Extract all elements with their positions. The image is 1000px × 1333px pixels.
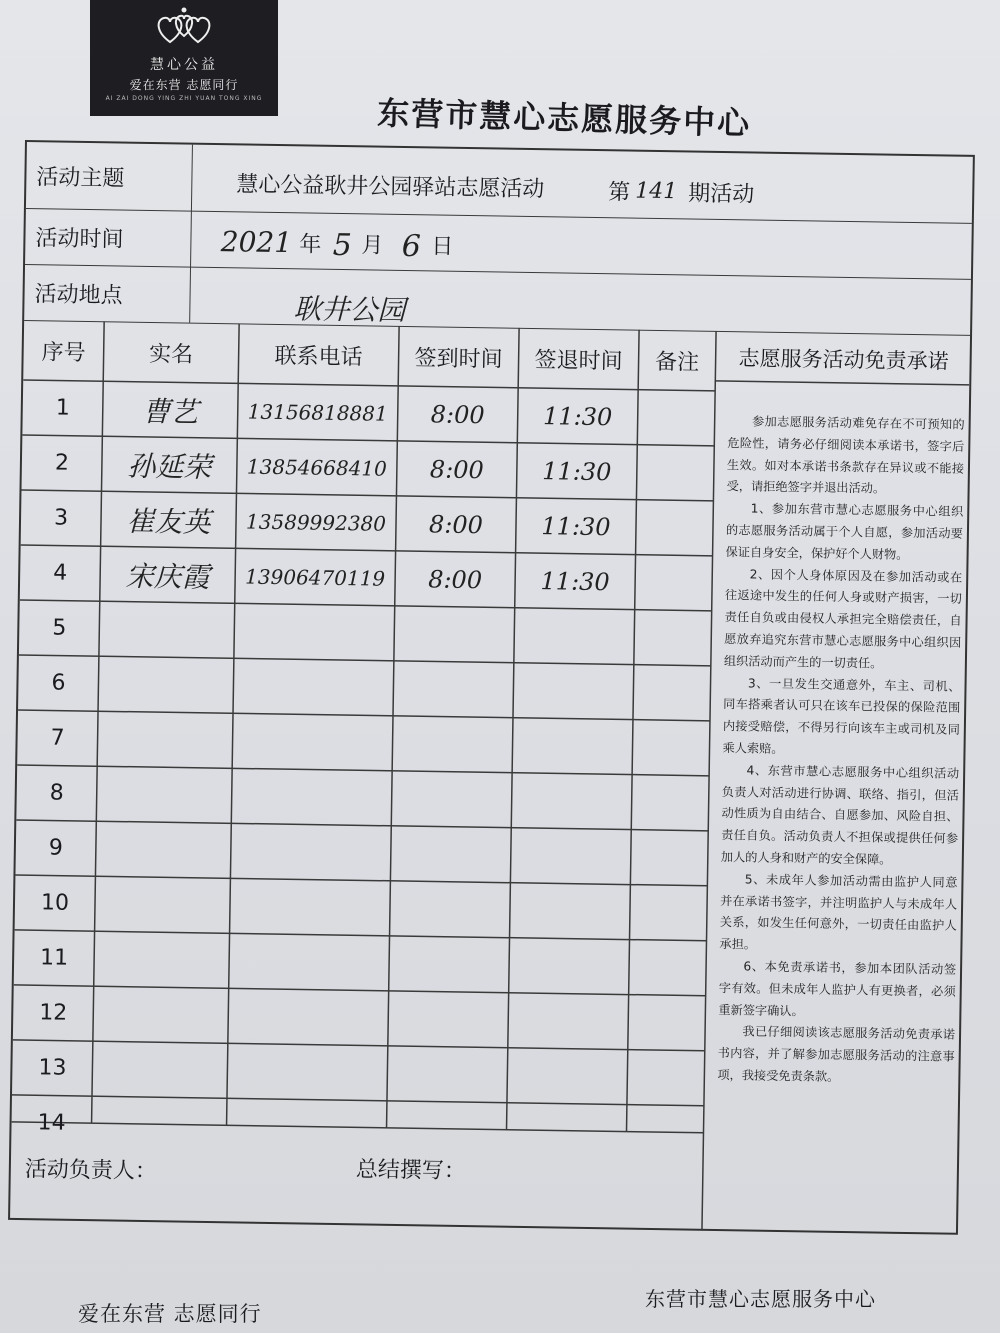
- time-month: 5: [332, 227, 353, 263]
- table-cell: [227, 1043, 388, 1101]
- theme-value: 慧心公益耿井公园驿站志愿活动: [236, 171, 545, 202]
- row-number: 9: [48, 835, 64, 861]
- table-cell: 13906470119: [244, 564, 386, 591]
- table-cell: [95, 821, 231, 878]
- row-number: 13: [38, 1055, 67, 1081]
- table-cell: [231, 768, 392, 826]
- table-cell: [509, 938, 630, 995]
- table-cell: [387, 1046, 508, 1103]
- time-day: 6: [401, 228, 422, 264]
- row-number: 6: [51, 670, 66, 696]
- logo-brand: 慧心公益: [150, 57, 218, 73]
- period-prefix: 第: [608, 179, 631, 206]
- logo-pinyin: AI ZAI DONG YING ZHI YUAN TONG XING: [105, 95, 263, 102]
- waiver-title: 志愿服务活动免责承诺: [738, 346, 949, 374]
- row-number: 11: [39, 945, 69, 971]
- waiver-paragraph: 3、一旦发生交通意外，车主、司机、同车搭乘者认可只在该车已投保的保险范围内接受赔偿，不得另行向该车主或司机及同乘人索赔。: [722, 675, 961, 756]
- table-cell: [96, 766, 232, 823]
- row-number: 8: [49, 780, 64, 806]
- row-number: 12: [39, 1000, 68, 1026]
- time-month-unit: 月: [361, 232, 384, 259]
- row-number: 3: [53, 505, 69, 531]
- table-cell: [514, 608, 635, 665]
- waiver-paragraph: 1、参加东营市慧心志愿服务中心组织的志愿服务活动属于个人自愿，参加活动要保证自身安全，保护好个人财物。: [725, 501, 964, 562]
- table-cell: 11:30: [541, 511, 611, 541]
- signup-sheet: [8, 140, 975, 1235]
- table-cell: 孙延荣: [127, 449, 212, 484]
- period-number: 141: [635, 178, 678, 204]
- table-cell: [99, 601, 235, 658]
- table-cell: [94, 931, 230, 988]
- time-year: 2021: [220, 224, 293, 259]
- row-number: 2: [54, 450, 70, 476]
- summary-label: 总结撰写：: [355, 1156, 467, 1184]
- table-cell: 11:30: [542, 401, 613, 431]
- table-cell: [388, 991, 509, 1048]
- page-title: 东营市慧心志愿服务中心: [376, 93, 752, 143]
- table-cell: [95, 876, 231, 933]
- waiver-paragraph: 2、因个人身体原因及在参加活动或在往返途中发生的任何人身或财产损害，一切责任自负或由侵权人承担完全赔偿责任，自愿放弃追究东营市慧心志愿服务中心组织因组织活动而产生的一切责任。: [723, 567, 963, 671]
- place-label: 活动地点: [34, 281, 123, 309]
- table-cell: [391, 771, 512, 828]
- footer-slogan: 爱在东营 志愿同行: [78, 1302, 262, 1326]
- column-header: 联系电话: [274, 343, 363, 370]
- table-cell: [390, 826, 511, 883]
- row-number: 1: [55, 395, 70, 421]
- waiver-paragraph: 5、未成年人参加活动需由监护人同意并在承诺书签字，并注明监护人与未成年人关系，如发生任何意外，一切责任由监护人承担。: [719, 872, 958, 952]
- leader-label: 活动负责人：: [24, 1156, 158, 1184]
- table-cell: [98, 656, 234, 713]
- row-number: 7: [50, 725, 65, 751]
- table-cell: [510, 828, 631, 885]
- table-cell: [512, 718, 633, 775]
- theme-label: 活动主题: [36, 164, 125, 192]
- table-cell: [392, 716, 513, 773]
- row-number: 4: [53, 560, 68, 586]
- table-cell: 13156818881: [247, 399, 388, 426]
- column-header: 实名: [148, 341, 194, 368]
- column-header: 备注: [654, 349, 700, 376]
- table-cell: [508, 993, 629, 1050]
- table-cell: 崔友英: [126, 504, 211, 539]
- table-cell: [513, 663, 634, 720]
- row-number: 14: [37, 1110, 66, 1136]
- table-cell: [394, 606, 515, 663]
- time-day-unit: 日: [431, 233, 454, 260]
- time-label: 活动时间: [35, 225, 124, 253]
- row-number: 10: [40, 890, 70, 916]
- footer-org: 东营市慧心志愿服务中心: [645, 1287, 876, 1311]
- table-cell: [507, 1048, 628, 1105]
- column-header: 签退时间: [534, 347, 623, 374]
- table-cell: 13854668410: [246, 454, 388, 481]
- waiver-paragraph: 4、东营市慧心志愿服务中心组织活动负责人对活动进行协调、联络、指引，但活动性质为自由结合、自愿参加、风险自担、责任自负。活动负责人不担保或提供任何参加人的人身和财产的安全保障。: [720, 763, 960, 867]
- logo: [90, 0, 278, 116]
- table-cell: [506, 1103, 627, 1160]
- table-cell: [97, 711, 233, 768]
- waiver-paragraph: 6、本免责承诺书，参加本团队活动签字有效。但未成年人监护人有更换者，必须重新签字确认。: [718, 959, 957, 1018]
- table-cell: [92, 1041, 228, 1098]
- logo-slogan: 爱在东营 志愿同行: [129, 78, 239, 92]
- waiver-paragraph: 参加志愿服务活动难免存在不可预知的危险性，请务必仔细阅读本承诺书，签字后生效。如对本承诺书条款存在异议或不能接受，请拒绝签字并退出活动。: [726, 414, 965, 496]
- table-cell: 曹艺: [141, 394, 199, 429]
- table-cell: [389, 936, 510, 993]
- time-year-unit: 年: [299, 231, 322, 258]
- table-cell: [390, 881, 511, 938]
- column-header: 序号: [41, 339, 86, 366]
- table-cell: 13589992380: [245, 509, 387, 536]
- waiver-text: [717, 411, 965, 1090]
- hearts-logo-icon: [152, 6, 216, 52]
- table-cell: [229, 933, 390, 991]
- table-cell: 8:00: [428, 509, 484, 539]
- table-cell: 11:30: [540, 566, 610, 596]
- table-cell: [230, 823, 391, 881]
- table-cell: [234, 603, 395, 661]
- row-number: 5: [52, 615, 67, 641]
- table-cell: [511, 773, 632, 830]
- table-cell: [93, 986, 229, 1043]
- table-cell: 宋庆霞: [125, 559, 210, 594]
- table-cell: 11:30: [542, 456, 612, 486]
- table-cell: 8:00: [427, 564, 483, 594]
- table-cell: [228, 988, 389, 1046]
- period-suffix: 期活动: [688, 180, 755, 207]
- table-cell: 8:00: [429, 454, 485, 484]
- table-cell: [232, 713, 393, 771]
- table-cell: 8:00: [430, 399, 485, 429]
- place-value: 耿井公园: [293, 292, 406, 327]
- table-cell: [393, 661, 514, 718]
- table-cell: [233, 658, 394, 716]
- column-header: 签到时间: [414, 345, 503, 373]
- table-cell: [230, 878, 391, 936]
- table-cell: [510, 883, 631, 940]
- waiver-paragraph: 我已仔细阅读该志愿服务活动免责承诺书内容，并了解参加志愿服务活动的注意事项，我接受免责条款。: [717, 1024, 956, 1084]
